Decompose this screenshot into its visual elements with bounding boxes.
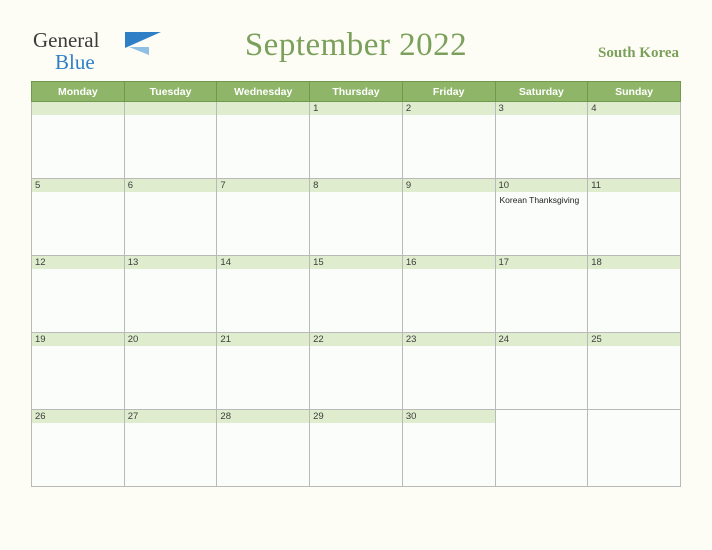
calendar-day-cell[interactable] xyxy=(124,179,217,256)
calendar-day-cell[interactable] xyxy=(32,102,125,179)
day-cell-content xyxy=(125,410,217,486)
day-cell-content xyxy=(125,179,217,255)
calendar-day-cell[interactable] xyxy=(402,102,495,179)
day-number: 20 xyxy=(125,333,217,346)
day-cell-content xyxy=(217,256,309,332)
calendar-day-cell[interactable] xyxy=(310,102,403,179)
day-number: 13 xyxy=(125,256,217,269)
calendar-header-row xyxy=(32,82,681,102)
day-cell-content xyxy=(403,179,495,255)
day-cell-content xyxy=(125,333,217,409)
day-cell-content xyxy=(32,102,124,178)
day-number xyxy=(217,102,309,115)
day-number: 6 xyxy=(125,179,217,192)
day-cell-content xyxy=(217,333,309,409)
day-cell-content xyxy=(32,179,124,255)
day-number: 10 xyxy=(496,179,588,192)
calendar-day-cell[interactable] xyxy=(32,410,125,487)
day-number: 15 xyxy=(310,256,402,269)
region-label: South Korea xyxy=(598,45,679,61)
calendar-day-cell[interactable] xyxy=(495,333,588,410)
calendar-day-cell[interactable] xyxy=(310,256,403,333)
page-title: September 2022 xyxy=(244,27,468,63)
calendar-day-cell[interactable] xyxy=(495,102,588,179)
day-cell-content xyxy=(496,256,588,332)
calendar-day-cell[interactable] xyxy=(217,410,310,487)
day-number: 1 xyxy=(310,102,402,115)
calendar-day-cell[interactable] xyxy=(402,179,495,256)
day-cell-content xyxy=(588,102,680,178)
calendar-day-cell[interactable] xyxy=(217,333,310,410)
calendar-week-row xyxy=(32,102,681,179)
day-cell-content xyxy=(310,333,402,409)
day-number xyxy=(125,102,217,115)
calendar-day-cell[interactable] xyxy=(124,333,217,410)
day-number: 28 xyxy=(217,410,309,423)
day-cell-content xyxy=(403,256,495,332)
calendar-day-cell[interactable] xyxy=(217,102,310,179)
day-number: 22 xyxy=(310,333,402,346)
calendar-day-cell[interactable] xyxy=(310,333,403,410)
day-cell-content xyxy=(588,179,680,255)
day-number: 30 xyxy=(403,410,495,423)
calendar-day-cell[interactable] xyxy=(402,410,495,487)
day-number: 24 xyxy=(496,333,588,346)
calendar-day-cell[interactable] xyxy=(588,333,681,410)
day-number: 17 xyxy=(496,256,588,269)
calendar-day-cell[interactable] xyxy=(310,179,403,256)
calendar-day-cell[interactable] xyxy=(124,102,217,179)
weekday-header-monday: Monday xyxy=(32,82,125,102)
calendar-day-cell[interactable] xyxy=(495,256,588,333)
day-number: 16 xyxy=(403,256,495,269)
calendar-week-row xyxy=(32,256,681,333)
day-number: 27 xyxy=(125,410,217,423)
day-number: 3 xyxy=(496,102,588,115)
calendar-week-row xyxy=(32,179,681,256)
calendar-day-cell[interactable] xyxy=(495,410,588,487)
calendar-day-cell[interactable] xyxy=(124,256,217,333)
day-cell-content xyxy=(217,102,309,178)
weekday-header-tuesday: Tuesday xyxy=(124,82,217,102)
day-cell-content xyxy=(310,179,402,255)
day-cell-content xyxy=(588,410,680,486)
calendar-day-cell[interactable] xyxy=(32,333,125,410)
day-number: 25 xyxy=(588,333,680,346)
day-cell-content xyxy=(125,102,217,178)
day-cell-content xyxy=(310,256,402,332)
weekday-header-friday: Friday xyxy=(402,82,495,102)
day-cell-content xyxy=(496,410,588,486)
day-cell-content xyxy=(403,333,495,409)
day-number: 21 xyxy=(217,333,309,346)
day-cell-content xyxy=(403,410,495,486)
day-number: 19 xyxy=(32,333,124,346)
day-number: 4 xyxy=(588,102,680,115)
day-number xyxy=(32,102,124,115)
day-number xyxy=(588,410,680,423)
calendar-day-cell[interactable] xyxy=(402,256,495,333)
calendar-body xyxy=(32,102,681,487)
day-number: 18 xyxy=(588,256,680,269)
page-header xyxy=(0,0,712,72)
day-cell-content xyxy=(217,179,309,255)
day-number: 23 xyxy=(403,333,495,346)
day-cell-content xyxy=(310,102,402,178)
day-cell-content xyxy=(403,102,495,178)
day-cell-content xyxy=(588,256,680,332)
day-cell-content xyxy=(32,256,124,332)
day-number: 26 xyxy=(32,410,124,423)
day-number: 5 xyxy=(32,179,124,192)
calendar-day-cell[interactable] xyxy=(588,256,681,333)
day-cell-content xyxy=(496,179,588,255)
day-cell-content xyxy=(32,333,124,409)
day-number: 12 xyxy=(32,256,124,269)
calendar-day-cell[interactable] xyxy=(588,410,681,487)
day-cell-content xyxy=(217,410,309,486)
calendar-day-cell[interactable] xyxy=(217,256,310,333)
calendar-day-cell[interactable] xyxy=(402,333,495,410)
calendar-week-row xyxy=(32,410,681,487)
calendar-day-cell[interactable] xyxy=(124,410,217,487)
day-number: 29 xyxy=(310,410,402,423)
weekday-header-sunday: Sunday xyxy=(588,82,681,102)
day-cell-content xyxy=(310,410,402,486)
weekday-header-thursday: Thursday xyxy=(310,82,403,102)
day-number xyxy=(496,410,588,423)
day-cell-content xyxy=(496,102,588,178)
calendar-table xyxy=(31,81,681,487)
day-cell-content xyxy=(32,410,124,486)
calendar-day-cell[interactable] xyxy=(588,179,681,256)
calendar-week-row xyxy=(32,333,681,410)
calendar-day-cell[interactable] xyxy=(495,179,588,256)
day-event-label: Korean Thanksgiving xyxy=(499,195,580,205)
calendar-day-cell[interactable] xyxy=(32,179,125,256)
weekday-header-wednesday: Wednesday xyxy=(217,82,310,102)
logo-text-blue: Blue xyxy=(55,50,95,74)
calendar-day-cell[interactable] xyxy=(310,410,403,487)
day-number: 9 xyxy=(403,179,495,192)
day-number: 8 xyxy=(310,179,402,192)
day-number: 11 xyxy=(588,179,680,192)
day-cell-content xyxy=(496,333,588,409)
day-cell-content xyxy=(588,333,680,409)
day-number: 7 xyxy=(217,179,309,192)
day-number: 2 xyxy=(403,102,495,115)
calendar-day-cell[interactable] xyxy=(588,102,681,179)
calendar-day-cell[interactable] xyxy=(217,179,310,256)
day-cell-content xyxy=(125,256,217,332)
day-number: 14 xyxy=(217,256,309,269)
calendar-day-cell[interactable] xyxy=(32,256,125,333)
logo-text-general: General xyxy=(33,28,100,52)
weekday-header-saturday: Saturday xyxy=(495,82,588,102)
